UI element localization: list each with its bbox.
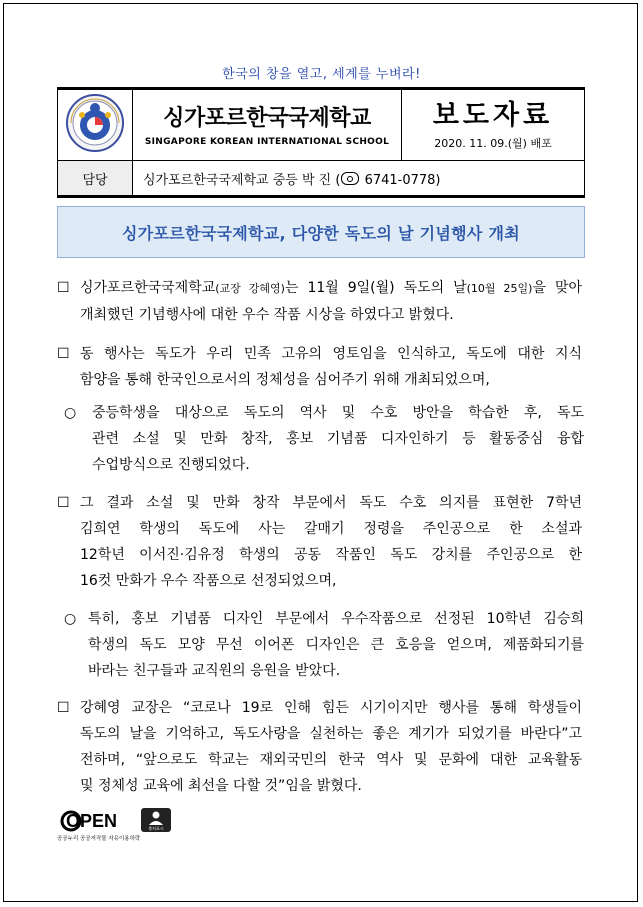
contact-label: 담당 — [58, 161, 133, 197]
school-logo — [65, 93, 125, 153]
paragraph-2 — [80, 341, 582, 393]
school-name-korean: 싱가포르한국국제학교 — [163, 106, 371, 131]
paragraph-6-line-2: 독도의 날을 기억하고, 독도사랑을 실천하는 좋은 계기가 되었기를 바란다”고 — [80, 726, 582, 742]
paragraph-6 — [80, 695, 582, 799]
press-title-cell — [402, 89, 585, 161]
school-logo-cell — [58, 89, 133, 161]
headline: 싱가포르한국국제학교, 다양한 독도의 날 기념행사 개최 — [121, 223, 521, 243]
paragraph-4-line-2: 김희연 학생의 독도에 사는 갈매기 정령을 주인공으로 한 소설과 — [80, 521, 582, 537]
circle-bullet: ○ — [64, 611, 77, 627]
contact-info — [133, 161, 585, 197]
paragraph-1-line-1: 싱가포르한국국제학교(교장 강혜영)는 11월 9일(월) 독도의 날(10월 25일)을 맞아 — [80, 280, 582, 296]
paragraph-4-line-1: 그 결과 소설 및 만화 창작 부문에서 독도 수호 의지를 표현한 7학년 — [80, 495, 582, 511]
contact-phone: 6741-0778) — [364, 172, 441, 188]
open-text: OPEN — [66, 811, 118, 831]
paragraph-4-line-3: 12학년 이서진·김유정 학생의 공동 작품인 독도 강치를 주인공으로 한 — [80, 547, 582, 563]
paragraph-3-line-1: 중등학생을 대상으로 독도의 역사 및 수호 방안을 학습한 후, 독도 — [92, 405, 584, 421]
paragraph-2-line-2: 함양을 통해 한국인으로서의 정체성을 심어주기 위해 개최되었으며, — [80, 372, 490, 388]
square-bullet: ☐ — [57, 280, 70, 296]
open-license-caption: 공공누리 공공저작물 자유이용허락 — [57, 836, 141, 842]
paragraph-3-line-3: 수업방식으로 진행되었다. — [92, 457, 250, 473]
headline-box — [57, 206, 585, 258]
paragraph-6-line-4: 및 정체성 교육에 최선을 다할 것”임을 밝혔다. — [80, 778, 362, 794]
square-bullet: ☐ — [57, 346, 70, 362]
slogan: 한국의 창을 열고, 세계를 누벼라! — [222, 67, 421, 82]
contact-text: 싱가포르한국국제학교 중등 박 진 ( — [143, 172, 341, 188]
attribution-badge-text: 출처표시 — [148, 826, 164, 831]
paragraph-5-line-3: 바라는 친구들과 교직원의 응원을 받았다. — [88, 663, 341, 679]
paragraph-5-line-2: 학생의 독도 모양 무선 이어폰 디자인은 큰 호응을 얻으며, 제품화되기를 — [88, 637, 584, 653]
paragraph-5-line-1: 특히, 홍보 기념품 디자인 부문에서 우수작품으로 선정된 10학년 김승희 — [88, 611, 584, 627]
paragraph-3-line-2: 관련 소설 및 만화 창작, 홍보 기념품 디자인하기 등 활동중심 융합 — [92, 431, 584, 447]
paragraph-2-line-1: 동 행사는 독도가 우리 민족 고유의 영토임을 인식하고, 독도에 대한 지식 — [80, 346, 582, 362]
paragraph-1-line-2: 개최했던 기념행사에 대한 우수 작품 시상을 하였다고 밝혔다. — [80, 307, 454, 323]
paragraph-5 — [88, 606, 584, 684]
paragraph-4-line-4: 16컷 만화가 우수 작품으로 선정되었으며, — [80, 573, 337, 589]
school-name-english: SINGAPORE KOREAN INTERNATIONAL SCHOOL — [144, 137, 390, 147]
press-release-title: 보도자료 — [432, 100, 554, 131]
circle-bullet: ○ — [64, 405, 77, 421]
school-name-cell — [133, 89, 402, 161]
square-bullet: ☐ — [57, 495, 70, 511]
paragraph-4 — [80, 490, 582, 594]
square-bullet: ☐ — [57, 700, 70, 716]
open-license-logo — [57, 808, 177, 842]
release-date: 2020. 11. 09.(월) 배포 — [434, 137, 552, 150]
paragraph-3 — [92, 400, 584, 478]
paragraph-6-line-3: 전하며, “앞으로도 학교는 재외국민의 한국 역사 및 문화에 대한 교육활동 — [80, 752, 582, 768]
press-header-table — [57, 87, 585, 198]
paragraph-6-line-1: 강혜영 교장은 “코로나 19로 인해 힘든 시기이지만 행사를 통해 학생들이 — [80, 700, 582, 716]
phone-icon — [341, 172, 359, 185]
paragraph-1 — [80, 275, 582, 328]
